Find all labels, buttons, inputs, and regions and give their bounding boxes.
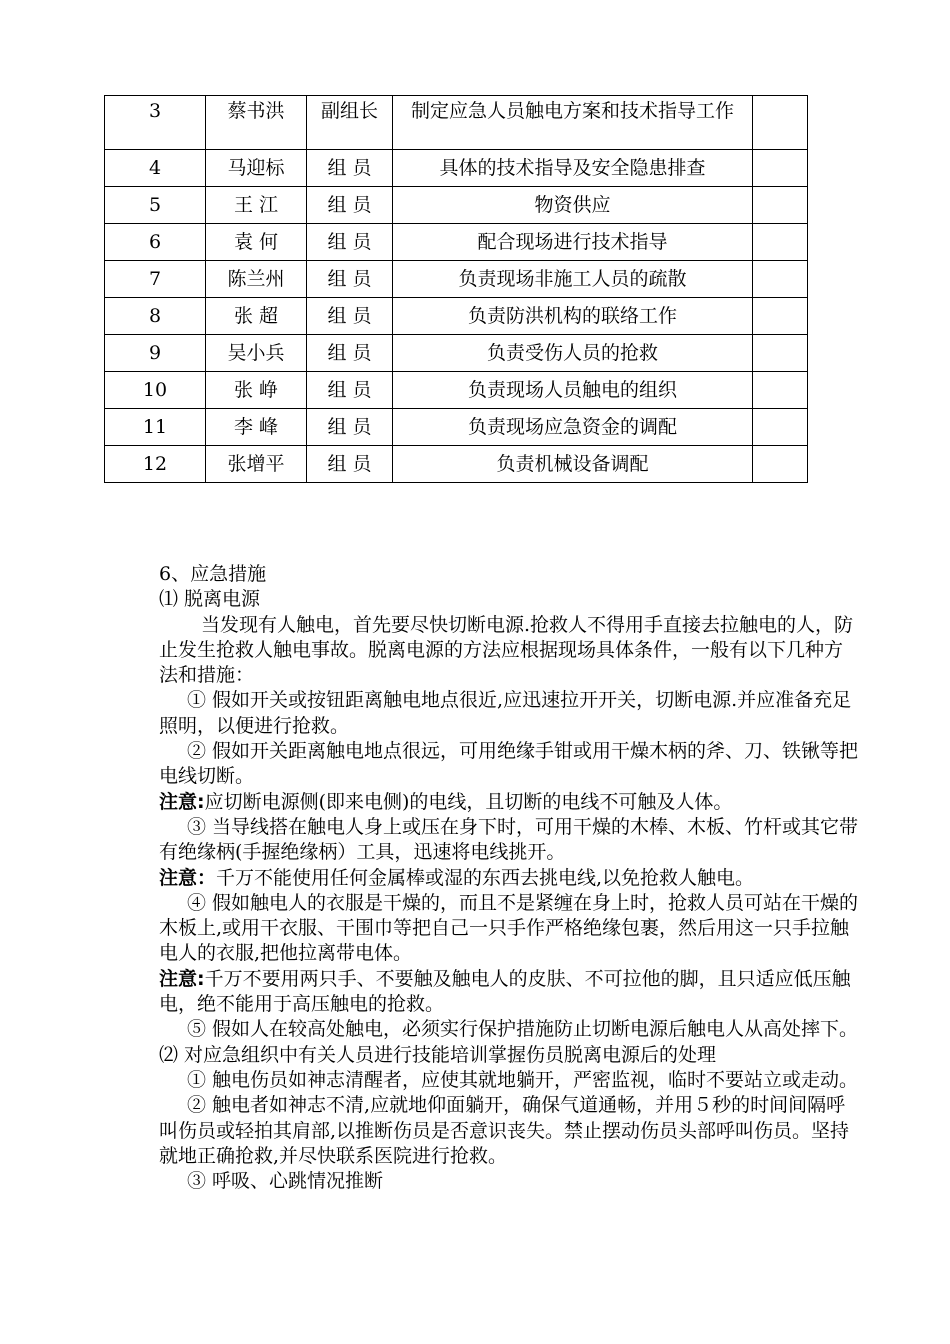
role-cell-text: 组 员 xyxy=(327,379,372,401)
measure-3: ③ 当导线搭在触电人身上或压在身下时，可用干燥的木棒、木板、竹杆或其它带有绝缘柄(手握绝缘柄）工具，迅速将电线挑开。 xyxy=(159,815,859,864)
name-cell xyxy=(206,150,307,187)
role-cell xyxy=(307,261,393,298)
name-cell xyxy=(206,335,307,372)
row-number-cell-text: 3 xyxy=(148,100,162,122)
remark-cell xyxy=(753,150,808,187)
table-row xyxy=(105,96,808,150)
row-number-cell-text: 11 xyxy=(142,416,168,438)
row-number-cell xyxy=(105,409,206,446)
name-cell xyxy=(206,261,307,298)
row-number-cell-text: 12 xyxy=(142,453,168,475)
row-number-cell xyxy=(105,446,206,483)
duty-cell-text: 负责机械设备调配 xyxy=(496,453,649,475)
treatment-1: ① 触电伤员如神志清醒者，应使其就地躺开，严密监视，临时不要站立或走动。 xyxy=(187,1068,859,1091)
row-number-cell-text: 4 xyxy=(148,157,162,179)
name-cell-text: 吴小兵 xyxy=(227,342,285,364)
table-row xyxy=(105,261,808,298)
table-row xyxy=(105,187,808,224)
row-number-cell-text: 9 xyxy=(148,342,162,364)
table-row xyxy=(105,298,808,335)
name-cell-text: 李 峰 xyxy=(233,416,279,438)
name-cell-text: 陈兰州 xyxy=(227,268,285,290)
row-number-cell xyxy=(105,261,206,298)
name-cell-text: 马迎标 xyxy=(227,157,285,179)
subsection-heading-1: ⑴ 脱离电源 xyxy=(159,588,261,611)
duty-cell-text: 配合现场进行技术指导 xyxy=(477,231,668,253)
remark-cell xyxy=(753,187,808,224)
role-cell xyxy=(307,409,393,446)
role-cell xyxy=(307,446,393,483)
row-number-cell-text: 6 xyxy=(148,231,162,253)
note-label: 注意： xyxy=(159,866,217,889)
remark-cell-text xyxy=(753,335,807,342)
table-row xyxy=(105,335,808,372)
table-row xyxy=(105,409,808,446)
remark-cell-text xyxy=(753,298,807,305)
name-cell xyxy=(206,187,307,224)
section-heading: 6、应急措施 xyxy=(159,563,267,585)
duty-cell xyxy=(393,261,753,298)
row-number-cell xyxy=(105,96,206,150)
remark-cell-text xyxy=(753,187,807,194)
name-cell xyxy=(206,224,307,261)
row-number-cell xyxy=(105,335,206,372)
name-cell xyxy=(206,409,307,446)
measure-2: ② 假如开关距离触电地点很远，可用绝缘手钳或用干燥木柄的斧、刀、铁锹等把电线切断。 xyxy=(159,740,859,788)
note-2 xyxy=(159,866,861,891)
role-cell-text: 组 员 xyxy=(327,453,372,475)
remark-cell xyxy=(753,446,808,483)
table-row xyxy=(105,150,808,187)
table-row xyxy=(105,446,808,483)
remark-cell-text xyxy=(753,409,807,416)
duty-cell xyxy=(393,372,753,409)
duty-cell xyxy=(393,187,753,224)
duty-cell-text: 制定应急人员触电方案和技术指导工作 xyxy=(410,100,734,122)
name-cell xyxy=(206,446,307,483)
remark-cell xyxy=(753,298,808,335)
role-cell-text: 组 员 xyxy=(327,268,372,290)
treatment-3: ③ 呼吸、心跳情况推断 xyxy=(187,1170,384,1193)
role-cell-text: 组 员 xyxy=(327,305,372,327)
remark-cell-text xyxy=(753,96,807,100)
name-cell-text: 王 江 xyxy=(233,194,279,216)
name-cell-text: 张 峥 xyxy=(233,379,279,401)
note-text: 千万不要用两只手、不要触及触电人的皮肤、不可拉他的脚，且只适应低压触电，绝不能用于高压触电的抢救。 xyxy=(159,967,851,1016)
duty-cell-text: 负责防洪机构的联络工作 xyxy=(467,305,677,327)
row-number-cell xyxy=(105,224,206,261)
treatment-2: ② 触电者如神志不清,应就地仰面躺开，确保气道通畅，并用５秒的时间间隔呼叫伤员或轻拍其肩部,以推断伤员是否意识丧失。禁止摆动伤员头部呼叫伤员。坚持就地正确抢救,并尽快联系医院进行抢救。 xyxy=(159,1094,850,1167)
remark-cell xyxy=(753,224,808,261)
note-text: 千万不能使用任何金属棒或湿的东西去挑电线,以免抢救人触电。 xyxy=(216,866,755,889)
role-cell-text: 组 员 xyxy=(327,231,372,253)
row-number-cell-text: 5 xyxy=(148,194,162,216)
remark-cell-text xyxy=(753,261,807,268)
remark-cell-text xyxy=(753,372,807,379)
role-cell xyxy=(307,150,393,187)
duty-cell-text: 负责现场非施工人员的疏散 xyxy=(458,268,687,290)
role-cell xyxy=(307,187,393,224)
row-number-cell xyxy=(105,150,206,187)
row-number-cell xyxy=(105,187,206,224)
duty-cell xyxy=(393,96,753,150)
measure-4: ④ 假如触电人的衣服是干燥的，而且不是紧缠在身上时，抢救人员可站在干燥的木板上,或用干衣服、干围巾等把自己一只手作严格绝缘包裹，然后用这一只手拉触电人的衣服,把他拉离带电体。 xyxy=(159,891,859,965)
role-cell-text: 组 员 xyxy=(327,416,372,438)
note-3 xyxy=(159,967,861,1018)
role-cell xyxy=(307,372,393,409)
duty-cell xyxy=(393,446,753,483)
role-cell xyxy=(307,335,393,372)
row-number-cell-text: 10 xyxy=(142,379,168,401)
name-cell-text: 张增平 xyxy=(227,453,285,475)
duty-cell-text: 负责现场人员触电的组织 xyxy=(467,379,677,401)
duty-cell-text: 具体的技术指导及安全隐患排查 xyxy=(439,157,706,179)
role-cell-text: 组 员 xyxy=(327,342,372,364)
subsection-heading-2: ⑵ 对应急组织中有关人员进行技能培训掌握伤员脱离电源后的处理 xyxy=(159,1043,717,1066)
remark-cell xyxy=(753,261,808,298)
name-cell xyxy=(206,96,307,150)
note-1 xyxy=(159,790,861,815)
measure-1: ① 假如开关或按钮距离触电地点很近,应迅速拉开开关，切断电源.并应准备充足照明，以便进行抢救。 xyxy=(159,689,852,737)
remark-cell xyxy=(753,335,808,372)
remark-cell xyxy=(753,96,808,150)
duty-cell xyxy=(393,335,753,372)
row-number-cell xyxy=(105,372,206,409)
row-number-cell xyxy=(105,298,206,335)
table-row xyxy=(105,224,808,261)
role-cell xyxy=(307,224,393,261)
note-label: 注意: xyxy=(159,967,205,990)
duty-cell xyxy=(393,409,753,446)
role-cell xyxy=(307,298,393,335)
row-number-cell-text: 7 xyxy=(148,268,162,290)
name-cell xyxy=(206,298,307,335)
row-number-cell-text: 8 xyxy=(148,305,162,327)
role-cell xyxy=(307,96,393,150)
role-cell-text: 组 员 xyxy=(327,157,372,179)
remark-cell xyxy=(753,372,808,409)
duty-cell xyxy=(393,298,753,335)
name-cell-text: 蔡书洪 xyxy=(227,100,285,122)
role-cell-text: 副组长 xyxy=(320,100,378,122)
duty-cell-text: 负责现场应急资金的调配 xyxy=(467,416,677,438)
remark-cell-text xyxy=(753,224,807,231)
personnel-table-body xyxy=(105,96,808,483)
role-cell-text: 组 员 xyxy=(327,194,372,216)
note-label: 注意: xyxy=(159,790,205,813)
name-cell-text: 袁 何 xyxy=(233,231,279,253)
measure-5: ⑤ 假如人在较高处触电，必须实行保护措施防止切断电源后触电人从高处摔下。 xyxy=(187,1018,859,1041)
duty-cell-text: 负责受伤人员的抢救 xyxy=(486,342,658,364)
remark-cell-text xyxy=(753,150,807,157)
remark-cell-text xyxy=(753,446,807,453)
duty-cell xyxy=(393,150,753,187)
remark-cell xyxy=(753,409,808,446)
personnel-table xyxy=(104,95,808,483)
name-cell xyxy=(206,372,307,409)
duty-cell xyxy=(393,224,753,261)
emergency-measures-section xyxy=(159,562,861,1194)
table-row xyxy=(105,372,808,409)
paragraph-intro: 当发现有人触电，首先要尽快切断电源.抢救人不得用手直接去拉触电的人，防止发生抢救人触电事故。脱离电源的方法应根据现场具体条件，一般有以下几种方法和措施： xyxy=(159,613,854,687)
duty-cell-text: 物资供应 xyxy=(534,194,611,216)
name-cell-text: 张 超 xyxy=(233,305,279,327)
note-text: 应切断电源侧(即来电侧)的电线，且切断的电线不可触及人体。 xyxy=(204,790,733,813)
